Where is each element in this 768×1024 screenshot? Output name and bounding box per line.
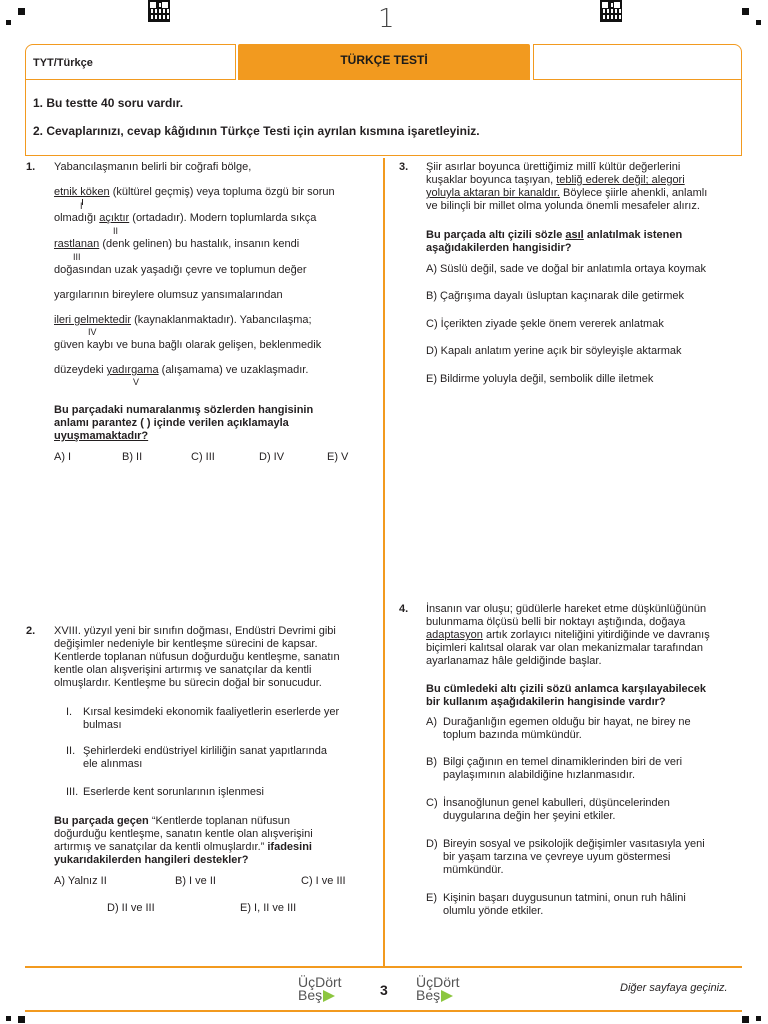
statement-number: I. bbox=[66, 706, 73, 718]
registration-mark bbox=[6, 1016, 11, 1021]
answer-option[interactable]: olumlu yönde etkiler. bbox=[443, 905, 544, 917]
passage-text: kuşaklar boyunca taşıyan, bbox=[426, 174, 554, 186]
passage-line: doğasından uzak yaşadığı çevre ve toplumun değer bbox=[54, 264, 307, 276]
underlined-term: yadırgama bbox=[106, 364, 159, 376]
question-stem: anlamı parantez ( ) içinde verilen açıklamayla bbox=[54, 417, 289, 429]
passage-text: (kültürel geçmiş) veya topluma özgü bir sorun bbox=[112, 186, 335, 198]
answer-option-letter[interactable]: E) bbox=[426, 892, 437, 904]
passage-line: olmuşlardır. Kentleşme bu sürecin doğal bir sonucudur. bbox=[54, 677, 322, 689]
answer-option-letter[interactable]: B) bbox=[426, 756, 437, 768]
passage-text: olmadığı bbox=[54, 212, 97, 224]
passage-line: yargılarının bireylere olumsuz yansımalarından bbox=[54, 289, 283, 301]
answer-option[interactable]: Durağanlığın egemen olduğu bir hayat, ne birey ne bbox=[443, 716, 691, 728]
publisher-logo bbox=[298, 976, 342, 1002]
passage-line: XVIII. yüzyıl yeni bir sınıfın doğması, Endüstri Devrimi gibi bbox=[54, 625, 336, 637]
answer-option[interactable]: duygularına değin her şeyini etkiler. bbox=[443, 810, 616, 822]
registration-mark bbox=[18, 8, 25, 15]
question-stem: uyuşmamaktadır? bbox=[54, 430, 149, 442]
next-page-note: Diğer sayfaya geçiniz. bbox=[620, 982, 728, 994]
registration-mark bbox=[756, 20, 761, 25]
answer-option[interactable]: D) II ve III bbox=[107, 902, 155, 914]
statement-text: Eserlerde kent sorunlarının işlenmesi bbox=[83, 786, 264, 798]
underlined-term: etnik köken bbox=[54, 186, 110, 198]
logo-triangle-icon bbox=[323, 990, 335, 1002]
passage-line bbox=[426, 629, 710, 642]
answer-option[interactable]: E) I, II ve III bbox=[240, 902, 297, 914]
passage-text: (alışamama) ve uzaklaşmadır. bbox=[161, 364, 309, 376]
underlined-phrase: yoluyla aktaran bir kanaldır. bbox=[426, 187, 560, 199]
question-stem-text: anlatılmak istenen bbox=[586, 229, 683, 241]
roman-label: III bbox=[73, 252, 81, 262]
answer-option[interactable]: Bilgi çağının en temel dinamiklerinden biri de veri bbox=[443, 756, 683, 768]
header-right-box bbox=[533, 44, 742, 80]
statement-text: ele alınması bbox=[83, 758, 143, 770]
registration-mark bbox=[742, 1016, 749, 1023]
answer-option[interactable]: A) Yalnız II bbox=[54, 875, 107, 887]
question-number: 1. bbox=[26, 161, 36, 173]
underlined-term: ileri gelmektedir bbox=[54, 314, 132, 326]
instruction-line: 2. Cevaplarınızı, cevap kâğıdının Türkçe Testi için ayrılan kısmına işaretleyiniz. bbox=[33, 124, 480, 138]
passage-line: güven kaybı ve buna bağlı olarak gelişen, beklenmedik bbox=[54, 339, 322, 351]
answer-option[interactable]: D) Kapalı anlatım yerine açık bir söyleyişle aktarmak bbox=[426, 345, 682, 357]
logo-bottom-text: Beş bbox=[298, 987, 323, 1003]
registration-mark bbox=[6, 20, 11, 25]
instructions-box bbox=[25, 80, 742, 156]
underlined-term: açıktır bbox=[99, 212, 130, 224]
answer-option[interactable]: Bireyin sosyal ve psikolojik değişimler vasıtasıyla yeni bbox=[443, 838, 705, 850]
passage-line: İnsanın var oluşu; güdülerle hareket etme düşkünlüğünün bbox=[426, 603, 707, 615]
question-stem bbox=[54, 815, 290, 828]
passage-line bbox=[54, 186, 335, 199]
question-quote: “Kentlerde toplanan nüfusun bbox=[151, 815, 291, 827]
answer-option-letter[interactable]: C) bbox=[426, 797, 438, 809]
answer-option[interactable]: B) I ve II bbox=[175, 875, 216, 887]
question-number: 4. bbox=[399, 603, 409, 615]
passage-line: Yabancılaşmanın belirli bir coğrafi bölge, bbox=[54, 161, 252, 173]
question-stem bbox=[54, 841, 312, 854]
passage-line bbox=[426, 187, 707, 200]
question-stem: bir kullanım aşağıdakilerin hangisinde vardır? bbox=[426, 696, 666, 708]
question-stem: Bu parçadaki numaralanmış sözlerden hangisinin bbox=[54, 404, 314, 416]
header-left-box bbox=[25, 44, 236, 80]
question-stem-bold: Bu parçada geçen bbox=[54, 815, 149, 827]
answer-option[interactable]: İnsanoğlunun genel kabulleri, düşüncelerinden bbox=[443, 797, 670, 809]
answer-option[interactable]: E) Bildirme yoluyla değil, sembolik dille iletmek bbox=[426, 373, 654, 385]
answer-option[interactable]: C) I ve III bbox=[301, 875, 346, 887]
answer-option[interactable]: E) V bbox=[327, 451, 349, 463]
passage-text: (kaynaklanmaktadır). Yabancılaşma; bbox=[134, 314, 312, 326]
answer-option[interactable]: mümkündür. bbox=[443, 864, 504, 876]
answer-option[interactable]: B) Çağrışıma dayalı üsluptan kaçınarak dile getirmek bbox=[426, 290, 685, 302]
question-quote: artırmış ve sanatçılar da kentli olmuşlardır.” bbox=[54, 841, 265, 853]
question-number: 2. bbox=[26, 625, 36, 637]
registration-mark bbox=[18, 1016, 25, 1023]
passage-text: (ortadadır). Modern toplumlarda sıkça bbox=[132, 212, 317, 224]
passage-line bbox=[54, 238, 299, 251]
answer-option[interactable]: Kişinin başarı duygusunun tatmini, onun ruh hâlini bbox=[443, 892, 686, 904]
exam-section-label: TYT/Türkçe bbox=[33, 57, 93, 69]
answer-option[interactable]: C) III bbox=[191, 451, 215, 463]
qr-code-icon bbox=[148, 0, 170, 22]
statement-text: Şehirlerdeki endüstriyel kirliliğin sanat yapıtlarında bbox=[83, 745, 327, 757]
top-page-mark: 1 bbox=[378, 4, 395, 34]
underlined-phrase: tebliğ ederek değil; alegori bbox=[556, 174, 685, 186]
statement-text: Kırsal kesimdeki ekonomik faaliyetlerin eserlerde yer bbox=[83, 706, 340, 718]
passage-text: düzeydeki bbox=[54, 364, 104, 376]
logo-triangle-icon bbox=[441, 990, 453, 1002]
roman-label: V bbox=[133, 377, 140, 387]
passage-line: ayarlanamaz hâle geldiğinde başlar. bbox=[426, 655, 602, 667]
instruction-line: 1. Bu testte 40 soru vardır. bbox=[33, 96, 184, 110]
underlined-term: adaptasyon bbox=[426, 629, 483, 641]
registration-mark bbox=[756, 1016, 761, 1021]
roman-label: I bbox=[80, 201, 83, 211]
column-divider bbox=[383, 158, 385, 966]
passage-line bbox=[54, 364, 308, 377]
passage-line: ve bilinçli bir millet olma yolunda önemli mesafeler alırız. bbox=[426, 200, 700, 212]
question-stem-text: Bu parçada altı çizili sözle bbox=[426, 229, 563, 241]
logo-top-text: ÜçDört bbox=[298, 974, 342, 990]
answer-option[interactable]: bir yaşam tarzına ve çevreye uyum göstermesi bbox=[443, 851, 671, 863]
answer-option[interactable]: D) IV bbox=[259, 451, 285, 463]
statement-number: II. bbox=[66, 745, 76, 757]
passage-line: kentle olan alışverişini artırmış ve sanatçılar da kentli bbox=[54, 664, 312, 676]
roman-label: II bbox=[113, 226, 119, 236]
question-stem bbox=[426, 229, 682, 242]
passage-line bbox=[54, 212, 316, 225]
answer-option[interactable]: paylaşımının alabildiğine hızlanmasıdır. bbox=[443, 769, 635, 781]
answer-option[interactable]: A) Süslü değil, sade ve doğal bir anlatımla ortaya koymak bbox=[426, 263, 707, 275]
answer-option[interactable]: A) I bbox=[54, 451, 72, 463]
roman-label: IV bbox=[88, 327, 97, 337]
answer-option-letter[interactable]: D) bbox=[426, 838, 438, 850]
underlined-term: rastlanan bbox=[54, 238, 100, 250]
statement-text: bulması bbox=[83, 719, 122, 731]
test-title: TÜRKÇE TESTİ bbox=[238, 44, 530, 80]
question-stem: Bu cümledeki altı çizili sözü anlamca karşılayabilecek bbox=[426, 683, 707, 695]
publisher-logo bbox=[416, 976, 460, 1002]
question-stem-bold: ifadesini bbox=[267, 841, 312, 853]
question-number: 3. bbox=[399, 161, 409, 173]
registration-mark bbox=[742, 8, 749, 15]
statement-number: III. bbox=[66, 786, 79, 798]
logo-bottom-text: Beş bbox=[416, 987, 441, 1003]
passage-text: artık zorlayıcı niteliğini yitirdiğinde ve davranış bbox=[485, 629, 710, 641]
answer-option[interactable]: B) II bbox=[122, 451, 143, 463]
passage-text: (denk gelinen) bu hastalık, insanın kendi bbox=[102, 238, 300, 250]
page-number: 3 bbox=[380, 982, 388, 998]
passage-line: biçimleri kalıtsal olarak var olan mekanizmalar tarafından bbox=[426, 642, 703, 654]
question-stem: aşağıdakilerden hangisidir? bbox=[426, 242, 572, 254]
footer-divider bbox=[25, 966, 742, 968]
question-quote: doğurduğu kentleşme, sanatın kentle olan alışverişini bbox=[54, 828, 313, 840]
question-stem: yukarıdakilerden hangileri destekler? bbox=[54, 854, 249, 866]
passage-line: değişimler nedeniyle bir kentleşme sürecini de kapsar. bbox=[54, 638, 318, 650]
answer-option[interactable]: C) İçerikten ziyade şekle önem vererek anlatmak bbox=[426, 318, 664, 330]
qr-code-icon bbox=[600, 0, 622, 22]
bottom-divider bbox=[25, 1010, 742, 1012]
passage-text: Böylece şiirle ahenkli, anlamlı bbox=[562, 187, 708, 199]
passage-line bbox=[426, 174, 685, 187]
answer-option-letter[interactable]: A) bbox=[426, 716, 437, 728]
passage-line: Şiir asırlar boyunca ürettiğimiz millî kültür değerlerini bbox=[426, 161, 681, 173]
answer-option[interactable]: toplum bazında mümkündür. bbox=[443, 729, 582, 741]
passage-line bbox=[54, 314, 312, 327]
logo-top-text: ÜçDört bbox=[416, 974, 460, 990]
passage-line: bulunmama ölçüsü belli bir noktayı aştığında, doğaya bbox=[426, 616, 686, 628]
question-stem-underlined: asıl bbox=[565, 229, 584, 241]
passage-line: Kentlerde toplanan nüfusun doğurduğu kentleşme, sanatın bbox=[54, 651, 340, 663]
